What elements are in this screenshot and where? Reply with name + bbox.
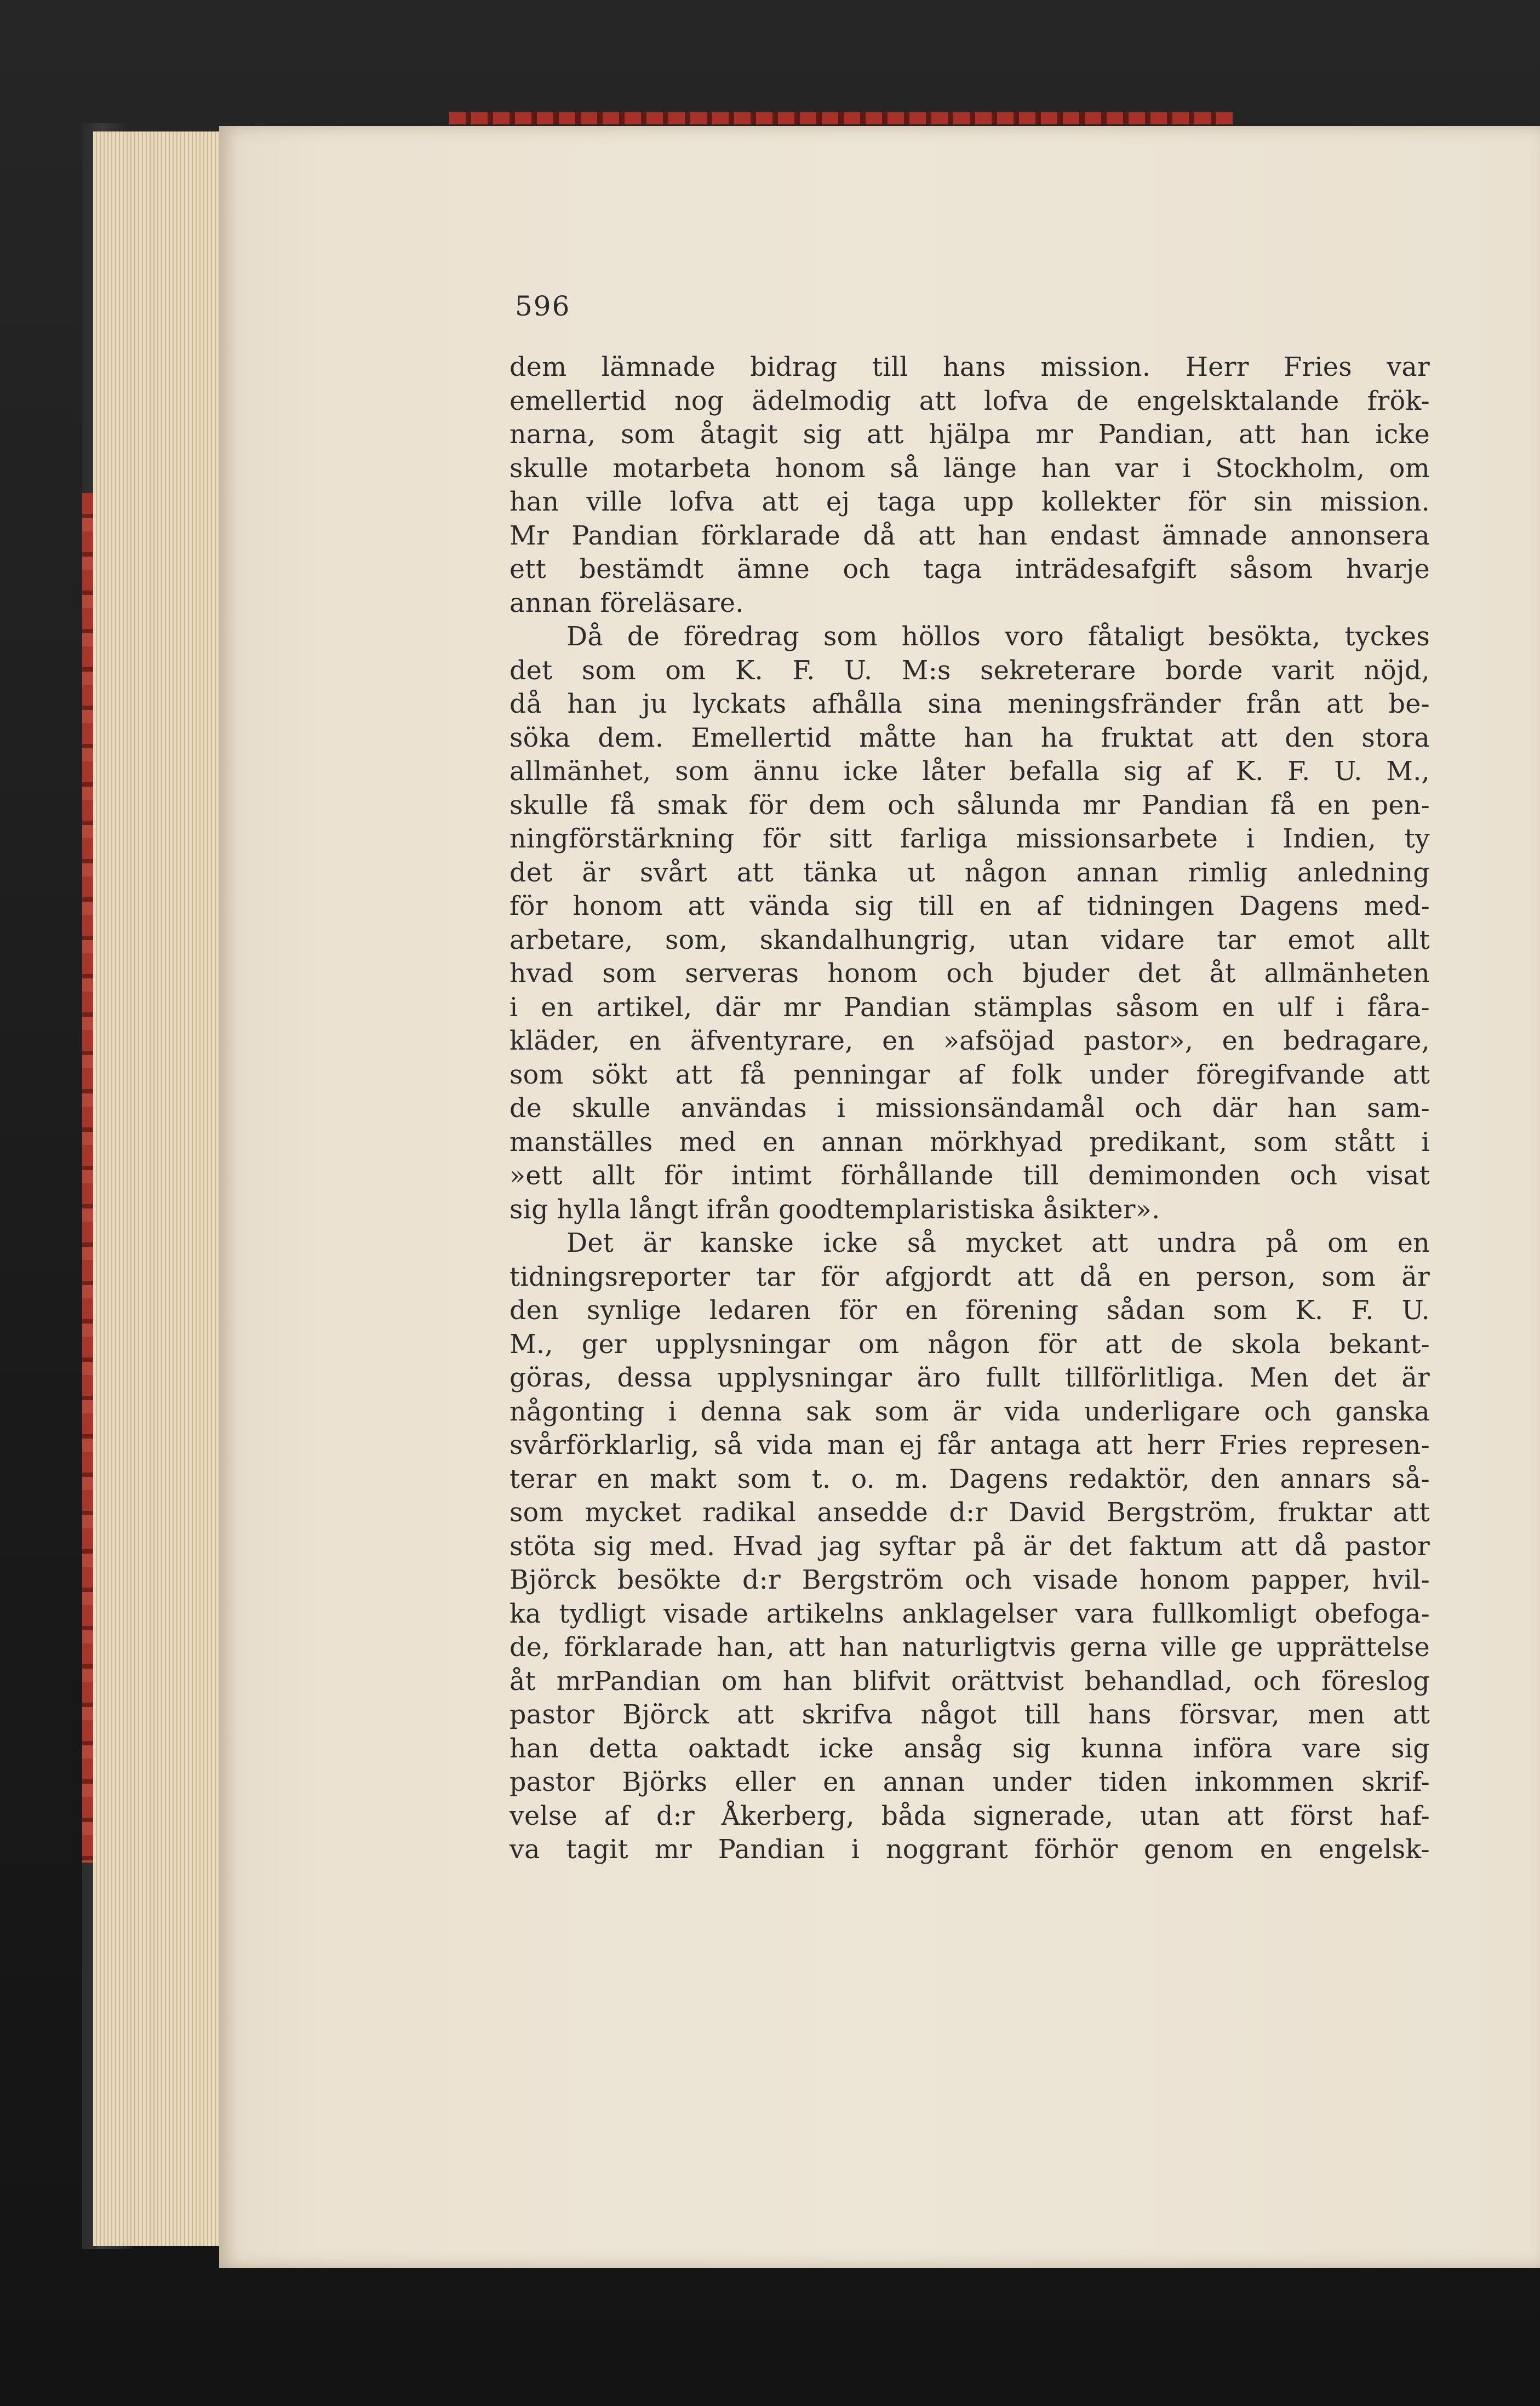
text-line: emellertid nog ädelmodig att lofva de engelsktalande frök- bbox=[509, 386, 1430, 416]
text-line: för honom att vända sig till en af tidningen Dagens med- bbox=[509, 891, 1430, 921]
text-line: han detta oaktadt icke ansåg sig kunna införa vare sig bbox=[509, 1733, 1430, 1764]
text-line: göras, dessa upplysningar äro fullt tillförlitliga. Men det är bbox=[509, 1363, 1430, 1393]
text-line: arbetare, som, skandalhungrig, utan vidare tar emot allt bbox=[509, 925, 1430, 955]
text-line: skulle få smak för dem och sålunda mr Pandian få en pen- bbox=[509, 790, 1430, 821]
text-line: ett bestämdt ämne och taga inträdesafgift såsom hvarje bbox=[509, 554, 1430, 585]
text-line: hvad som serveras honom och bjuder det åt allmänheten bbox=[509, 959, 1430, 989]
text-line: manställes med en annan mörkhyad predikant, som stått i bbox=[509, 1127, 1430, 1158]
text-line: M., ger upplysningar om någon för att de skola bekant- bbox=[509, 1329, 1430, 1360]
text-line: stöta sig med. Hvad jag syftar på är det faktum att då pastor bbox=[509, 1531, 1430, 1562]
text-line: pastor Björks eller en annan under tiden inkommen skrif- bbox=[509, 1767, 1430, 1797]
text-line: då han ju lyckats afhålla sina meningsfränder från att be- bbox=[509, 689, 1430, 719]
text-line: velse af d:r Åkerberg, båda signerade, utan att först haf- bbox=[509, 1801, 1430, 1831]
text-line: Mr Pandian förklarade då att han endast ämnade annonsera bbox=[509, 520, 1430, 551]
text-line: det är svårt att tänka ut någon annan rimlig anledning bbox=[509, 857, 1430, 888]
text-line: han ville lofva att ej taga upp kollekter för sin mission. bbox=[509, 487, 1430, 517]
page-number: 596 bbox=[515, 290, 571, 322]
page-edges bbox=[93, 131, 237, 2246]
text-line: »ett allt för intimt förhållande till demimonden och visat bbox=[509, 1161, 1430, 1191]
text-line: de skulle användas i missionsändamål och där han sam- bbox=[509, 1093, 1430, 1124]
text-line: svårförklarlig, så vida man ej får antaga att herr Fries represen- bbox=[509, 1430, 1430, 1460]
text-line: va tagit mr Pandian i noggrant förhör genom en engelsk- bbox=[509, 1835, 1430, 1865]
text-line: tidningsreporter tar för afgjordt att då en person, som är bbox=[509, 1262, 1430, 1292]
text-line: kläder, en äfventyrare, en »afsöjad pastor», en bedragare, bbox=[509, 1026, 1430, 1056]
body-text bbox=[509, 351, 1430, 1867]
text-line: ningförstärkning för sitt farliga missionsarbete i Indien, ty bbox=[509, 824, 1430, 854]
text-line: i en artikel, där mr Pandian stämplas såsom en ulf i fåra- bbox=[509, 992, 1430, 1023]
text-line: Då de föredrag som höllos voro fåtaligt besökta, tyckes bbox=[566, 622, 1430, 652]
text-line: dem lämnade bidrag till hans mission. Herr Fries var bbox=[509, 352, 1430, 382]
text-line: någonting i denna sak som är vida underligare och ganska bbox=[509, 1396, 1430, 1427]
text-line: som mycket radikal ansedde d:r David Bergström, fruktar att bbox=[509, 1498, 1430, 1528]
text-line: narna, som åtagit sig att hjälpa mr Pandian, att han icke bbox=[509, 420, 1430, 450]
text-line: som sökt att få penningar af folk under föregifvande att bbox=[509, 1059, 1430, 1090]
text-line: söka dem. Emellertid måtte han ha fruktat att den stora bbox=[509, 723, 1430, 753]
text-line: de, förklarade han, att han naturligtvis gerna ville ge upprättelse bbox=[509, 1632, 1430, 1663]
text-line: Det är kanske icke så mycket att undra på om en bbox=[566, 1228, 1430, 1258]
text-line: pastor Björck att skrifva något till hans försvar, men att bbox=[509, 1700, 1430, 1730]
text-line: åt mrPandian om han blifvit orättvist behandlad, och föreslog bbox=[509, 1666, 1430, 1697]
text-line: terar en makt som t. o. m. Dagens redaktör, den annars så- bbox=[509, 1464, 1430, 1494]
text-line: skulle motarbeta honom så länge han var i Stockholm, om bbox=[509, 453, 1430, 484]
text-line: ka tydligt visade artikelns anklagelser vara fullkomligt obefoga- bbox=[509, 1599, 1430, 1629]
book-top-edge bbox=[449, 112, 1233, 124]
text-line: Björck besökte d:r Bergström och visade honom papper, hvil- bbox=[509, 1565, 1430, 1595]
text-line: den synlige ledaren för en förening sådan som K. F. U. bbox=[509, 1296, 1430, 1326]
text-line: det som om K. F. U. M:s sekreterare borde varit nöjd, bbox=[509, 655, 1430, 686]
text-line: allmänhet, som ännu icke låter befalla sig af K. F. U. M., bbox=[509, 757, 1430, 787]
text-line: annan föreläsare. bbox=[509, 588, 744, 618]
text-line: sig hylla långt ifrån goodtemplaristiska åsikter». bbox=[509, 1194, 1160, 1225]
